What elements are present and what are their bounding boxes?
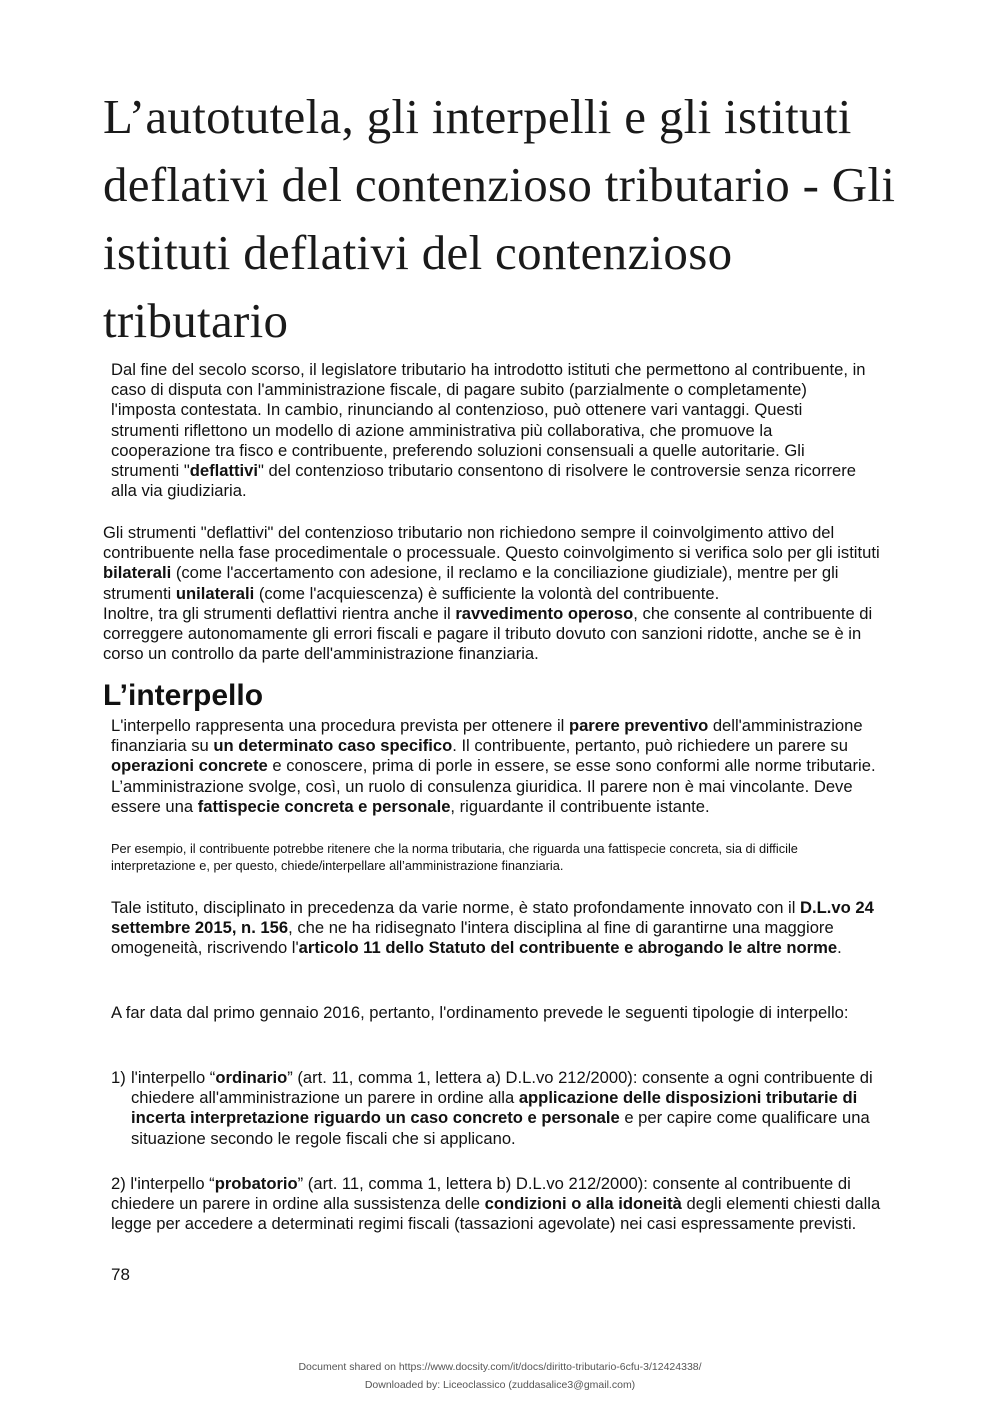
intro-paragraph: Dal fine del secolo scorso, il legislatore tributario ha introdotto istituti che permettono al contribuente, in caso di disputa con l'amministrazione fiscale, di pagare subito (parzialmente o completamente) l'imposta contestata. In cambio, rinunciando al contenzioso, può ottenere vari vantaggi. Questi strumenti riflettono un modello di azione amministrativa più collaborativa, che promuove la cooperazione tra fisco e contribuente, preferendo soluzioni consensuali a quelle autoritarie. Gli strumenti "deflattivi" del contenzioso tributario consentono di risolvere le controversie senza ricorrere alla via giudiziaria.: [111, 360, 866, 501]
footer-downloaded-by: Downloaded by: Liceoclassico (zuddasalice3@gmail.com): [364, 1379, 636, 1391]
typologies-intro: A far data dal primo gennaio 2016, pertanto, l'ordinamento prevede le seguenti tipologie di interpello:: [111, 1003, 849, 1022]
footer-shared-link[interactable]: Document shared on https://www.docsity.com/it/docs/diritto-tributario-6cfu-3/12424338/: [298, 1361, 702, 1373]
list-item-text: l'interpello “ordinario” (art. 11, comma 1, lettera a) D.L.vo 212/2000): consente a ogni contribuente di chiedere all'amministrazione un parere in ordine alla applicazione delle disposizioni tributarie di incerta interpretazione riguardo un caso concreto e personale e per capire come qualificare una situazione secondo le regole fiscali che si applicano.: [131, 1068, 873, 1148]
interpello-paragraph: L'interpello rappresenta una procedura prevista per ottenere il parere preventivo dell'amministrazione finanziaria su un determinato caso specifico. Il contribuente, pertanto, può richiedere un parere su operazioni concrete e conoscere, prima di porle in essere, se esse sono conformi alle norme tributarie. L’amministrazione svolge, così, un ruolo di consulenza giuridica. Il parere non è mai vincolante. Deve essere una fattispecie concreta e personale, riguardante il contribuente istante.: [111, 716, 876, 816]
page-title: L’autotutela, gli interpelli e gli istituti deflativi del contenzioso tributario - Gli istituti deflativi del contenzioso tributario: [103, 89, 896, 348]
list-item-ordinario: [111, 1068, 886, 1149]
list-item-number: 1): [111, 1068, 126, 1087]
list-item-probatorio: 2) l'interpello “probatorio” (art. 11, comma 1, lettera b) D.L.vo 212/2000): consente al contribuente di chiedere un parere in ordine alla sussistenza delle condizioni o alla idoneità degli elementi chiesti dalla legge per accedere a determinati regimi fiscali (tassazioni agevolate) nei casi espressamente previsti.: [111, 1174, 881, 1234]
istituto-paragraph: Tale istituto, disciplinato in precedenza da varie norme, è stato profondamente innovato con il D.L.vo 24 settembre 2015, n. 156, che ne ha ridisegnato l'intera disciplina al fine di garantirne una maggiore omogeneità, riscrivendo l'articolo 11 dello Statuto del contribuente e abrogando le altre norme.: [111, 898, 874, 958]
section-heading-interpello: L’interpello: [103, 679, 264, 712]
page-number: 78: [111, 1265, 130, 1284]
example-note: Per esempio, il contribuente potrebbe ritenere che la norma tributaria, che riguarda una fattispecie concreta, sia di difficile interpretazione e, per questo, chiede/interpellare all’amministrazione finanziaria.: [111, 841, 798, 873]
deflative-tools-paragraph: Gli strumenti "deflattivi" del contenzioso tributario non richiedono sempre il coinvolgimento attivo del contribuente nella fase procedimentale o processuale. Questo coinvolgimento si verifica solo per gli istituti bilaterali (come l'accertamento con adesione, il reclamo e la conciliazione giudiziale), mentre per gli strumenti unilaterali (come l'acquiescenza) è sufficiente la volontà del contribuente. Inoltre, tra gli strumenti deflattivi rientra anche il ravvedimento operoso, che consente al contribuente di correggere autonomamente gli errori fiscali e pagare il tributo dovuto con sanzioni ridotte, anche se è in corso un controllo da parte dell'amministrazione finanziaria.: [103, 523, 880, 664]
